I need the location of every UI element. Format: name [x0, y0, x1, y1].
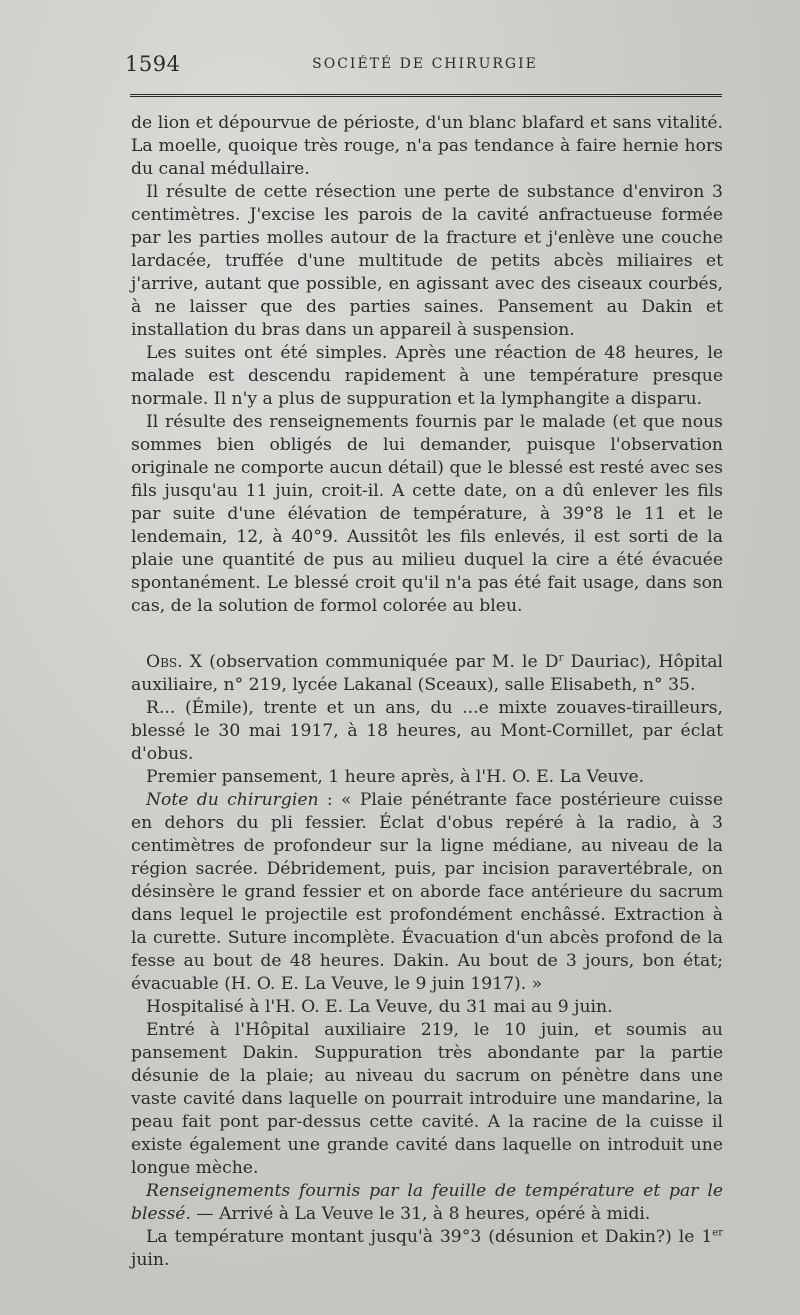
paragraph: Hospitalisé à l'H. O. E. La Veuve, du 31 mai au 9 juin. [146, 997, 613, 1017]
observation-heading-paragraph [131, 651, 723, 697]
header-rule [130, 94, 722, 97]
paragraph: Les suites ont été simples. Après une réaction de 48 heures, le malade est descendu rapidement à une température presque normale. Il n'y a plus de suppuration et la lymphangite a disparu. [131, 343, 723, 409]
observation-text: (observation communiquée par M. le D [202, 652, 559, 672]
page-number: 1594 [125, 52, 181, 76]
surgeon-note-label: Note du chirurgien [146, 790, 319, 810]
info-label: Renseignements fournis par la feuille de température et par le blessé. [131, 1181, 723, 1224]
paragraph: Entré à l'Hôpital auxiliaire 219, le 10 juin, et soumis au pansement Dakin. Suppuration très abondante par la partie désunie de la plaie; au niveau du sacrum on pénètre dans une vaste cavité dans laquelle on pourrait introduire une mandarine, la peau fait pont par-dessus cette cavité. A la racine de la cuisse il existe également une grande cavité dans laquelle on introduit une longue mèche. [131, 1020, 723, 1178]
paragraph: Il résulte de cette résection une perte de substance d'environ 3 centimètres. J'excise les parois de la cavité anfractueuse formée par les parties molles autour de la fracture et j'enlève une couche lardacée, truffée d'une multitude de petits abcès miliaires et j'arrive, autant que possible, en agissant avec des ciseaux courbés, à ne laisser que des parties saines. Pansement au Dakin et installation du bras dans un appareil à suspension. [131, 182, 723, 340]
page-body [131, 112, 723, 1272]
paragraph: R... (Émile), trente et un ans, du ...e mixte zouaves-tirailleurs, blessé le 30 mai 1917, à 18 heures, au Mont-Cornillet, par éclat d'obus. [131, 698, 723, 764]
info-text: — Arrivé à La Veuve le 31, à 8 heures, opéré à midi. [190, 1204, 651, 1224]
paragraph: de lion et dépourvue de périoste, d'un blanc blafard et sans vitalité. La moelle, quoique très rouge, n'a pas tendance à faire hernie hors du canal médullaire. [131, 113, 723, 179]
final-text-end: juin. [131, 1250, 170, 1270]
paragraph: Il résulte des renseignements fournis par le malade (et que nous sommes bien obligés de lui demander, puisque l'observation originale ne comporte aucun détail) que le blessé est resté avec ses fils jusqu'au 11 juin, croit-il. A cette date, on a dû enlever les fils par suite d'une élévation de température, à 39°8 le 11 et le lendemain, 12, à 40°9. Aussitôt les fils enlevés, il est sorti de la plaie une quantité de pus au milieu duquel la cire a été évacuée spontanément. Le blessé croit qu'il n'a pas été fait usage, dans son cas, de la solution de formol colorée au bleu. [131, 412, 723, 616]
superscript: r [558, 652, 564, 664]
superscript: er [712, 1227, 723, 1239]
observation-text-end: Dauriac), Hôpital auxiliaire, n° 219, lycée Lakanal (Sceaux), salle Elisabeth, n° 35. [131, 652, 724, 695]
paragraph: Premier pansement, 1 heure après, à l'H. O. E. La Veuve. [146, 767, 645, 787]
observation-label: Obs. X [146, 652, 202, 672]
page-header [125, 52, 725, 82]
final-text: La température montant jusqu'à 39°3 (désunion et Dakin?) le 1 [146, 1227, 713, 1247]
info-paragraph [131, 1180, 723, 1226]
surgeon-note-paragraph [131, 789, 723, 996]
running-title: SOCIÉTÉ DE CHIRURGIE [312, 56, 538, 72]
final-paragraph [131, 1226, 723, 1272]
surgeon-note-text: : « Plaie pénétrante face postérieure cuisse en dehors du pli fessier. Éclat d'obus repéré à la radio, à 3 centimètres de profondeur sur la ligne médiane, au niveau de la région sacrée. Débridement, puis, par incision paravertébrale, on désinsère le grand fessier et on aborde face antérieure du sacrum dans lequel le projectile est profondément enchâssé. Extraction à la curette. Suture incomplète. Évacuation d'un abcès profond de la fesse au bout de 48 heures. Dakin. Au bout de 3 jours, bon état; évacuable (H. O. E. La Veuve, le 9 juin 1917). » [131, 790, 723, 994]
